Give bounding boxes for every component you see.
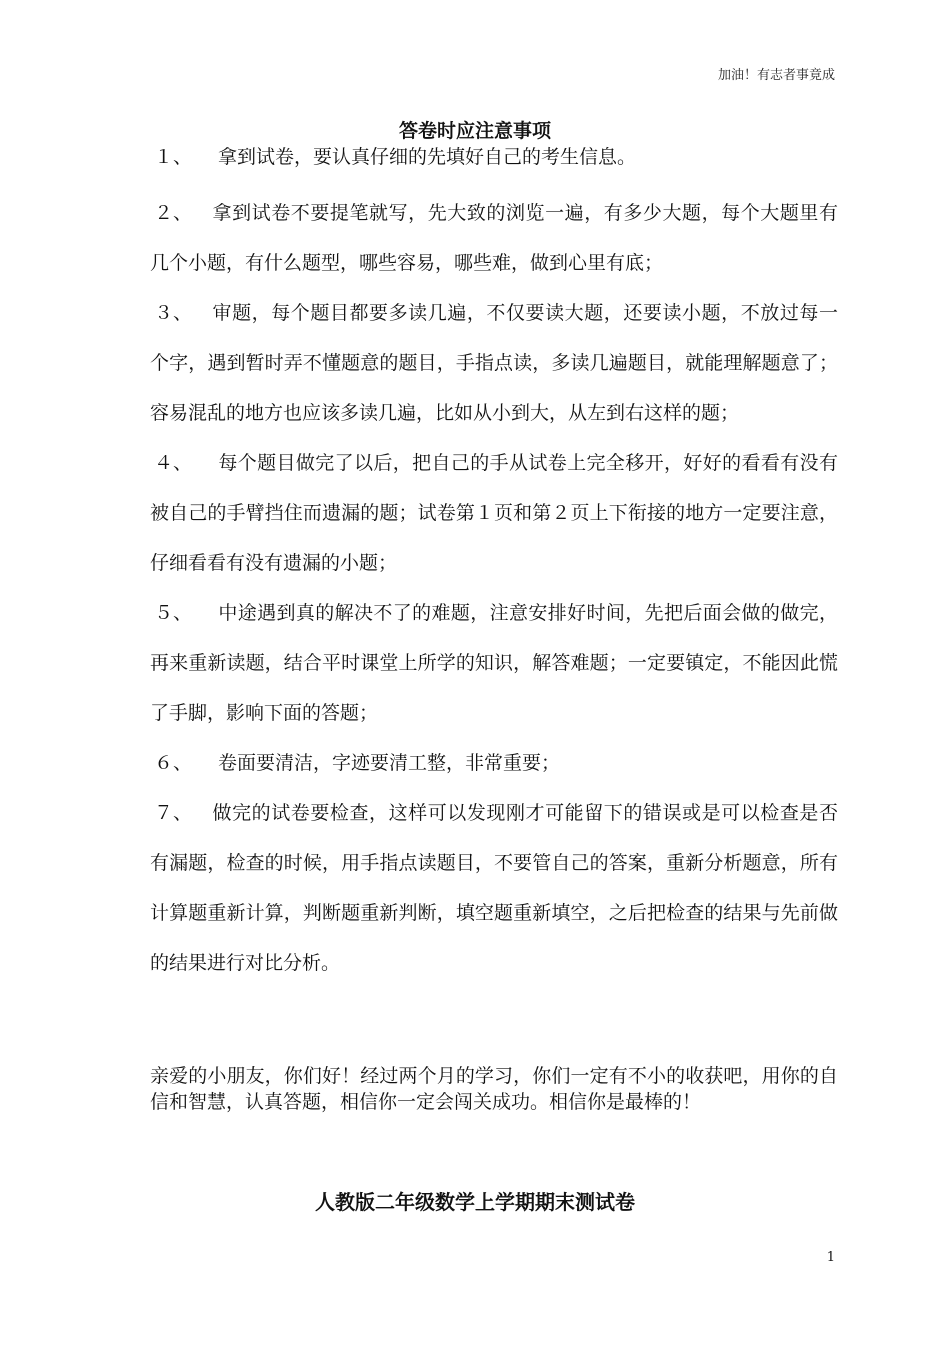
intro-paragraph: 亲爱的小朋友，你们好！经过两个月的学习，你们一定有不小的收获吧，用你的自信和智慧，认真答题，相信你一定会闯关成功。相信你是最棒的！ [150, 1065, 838, 1113]
note-text: 拿到试卷不要提笔就写，先大致的浏览一遍，有多少大题，每个大题里有几个小题，有什么题型，哪些容易，哪些难，做到心里有底； [150, 202, 838, 274]
note-number: ６、 [154, 752, 193, 774]
note-number: ５、 [154, 602, 193, 624]
notes-list [150, 142, 838, 988]
note-item [150, 588, 838, 738]
note-text: 拿到试卷，要认真仔细的先填好自己的考生信息。 [212, 146, 637, 168]
note-text: 卷面要清洁，字迹要清工整，非常重要； [212, 752, 561, 774]
note-text: 做完的试卷要检查，这样可以发现刚才可能留下的错误或是可以检查是否有漏题，检查的时候，用手指点读题目，不要管自己的答案，重新分析题意，所有计算题重新计算，判断题重新判断，填空题重新填空，之后把检查的结果与先前做的结果进行对比分析。 [150, 802, 838, 974]
note-text: 审题，每个题目都要多读几遍，不仅要读大题，还要读小题，不放过每一个字，遇到暂时弄不懂题意的题目，手指点读，多读几遍题目，就能理解题意了；容易混乱的地方也应该多读几遍，比如从小到大，从左到右这样的题； [150, 302, 838, 424]
note-number: ４、 [154, 452, 193, 474]
note-item [150, 788, 838, 988]
note-item [150, 142, 838, 172]
note-number: ２、 [154, 202, 193, 224]
page-title: 答卷时应注意事项 [398, 120, 551, 142]
page-number: 1 [826, 1250, 835, 1265]
note-item [150, 288, 838, 438]
note-item [150, 188, 838, 288]
note-text: 每个题目做完了以后，把自己的手从试卷上完全移开，好好的看看有没有被自己的手臂挡住而遗漏的题；试卷第１页和第２页上下衔接的地方一定要注意，仔细看看有没有遗漏的小题； [150, 452, 838, 574]
note-number: ３、 [154, 302, 193, 324]
note-item [150, 738, 838, 788]
note-number: １、 [154, 146, 193, 168]
note-item [150, 438, 838, 588]
header-motto: 加油！有志者事竟成 [717, 68, 835, 83]
note-text: 中途遇到真的解决不了的难题，注意安排好时间，先把后面会做的做完，再来重新读题，结合平时课堂上所学的知识，解答难题；一定要镇定，不能因此慌了手脚，影响下面的答题； [150, 602, 838, 724]
note-number: ７、 [154, 802, 193, 824]
exam-title: 人教版二年级数学上学期期末测试卷 [315, 1190, 635, 1214]
